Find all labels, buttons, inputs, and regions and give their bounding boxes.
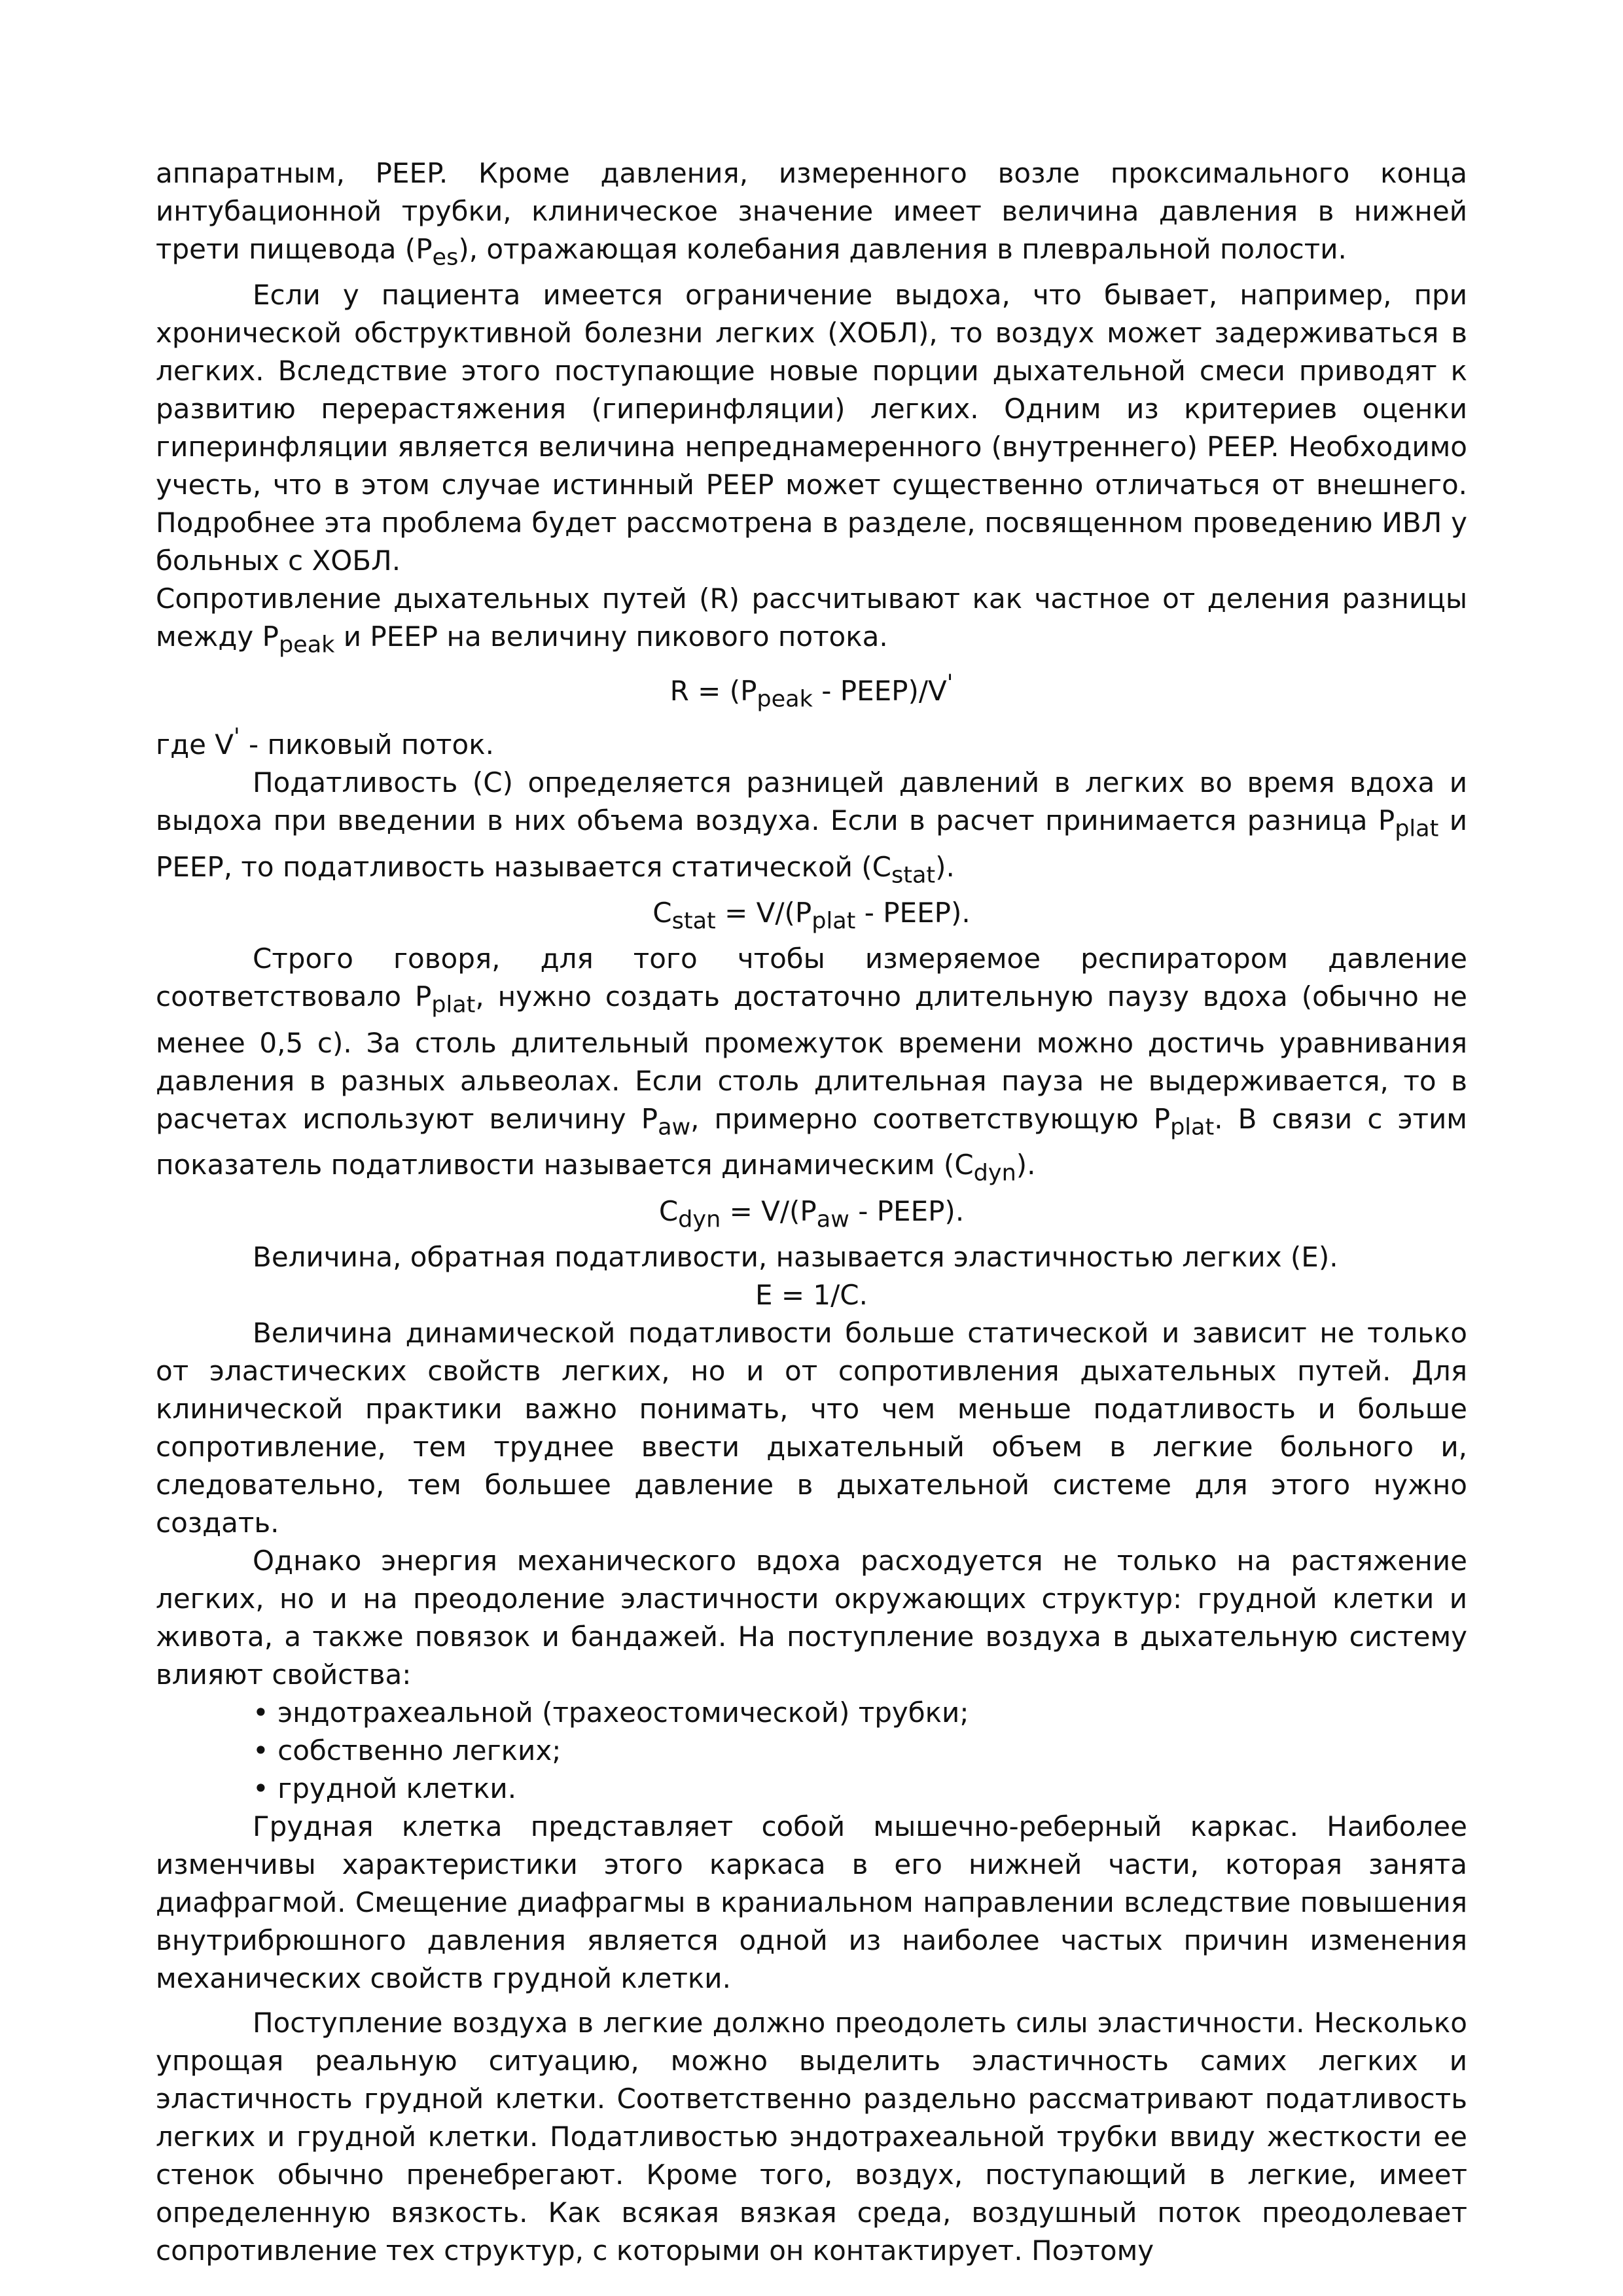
paragraph-peep-esophageal: аппаратным, PEEP. Кроме давления, измеренного возле проксимального конца интубационной трубки, клиническое значение имеет величина давления в нижней трети пищевода $(P_{es})$, отражающая колебания давления в плевральной полости. bbox=[156, 157, 1467, 271]
paragraph-clinical-practice: Величина динамической податливости больше статической и зависит не только от эластических свойств легких, но и от сопротивления дыхательных путей. Для клинической практики важно понимать, что чем меньше податливость и больше сопротивление, тем труднее ввести дыхательный объем в легкие больного и, следовательно, тем большее давление в дыхательной системе для этого нужно создать. bbox=[156, 1316, 1467, 1539]
list-item: • эндотрахеальной (трахеостомической) трубки; bbox=[253, 1696, 969, 1729]
formula-static-compliance: $C_{stat} = V/(P_{plat}$ - PEEP). bbox=[652, 896, 971, 935]
list-item: • грудной клетки. bbox=[253, 1772, 517, 1804]
paragraph-hyperinflation: Если у пациента имеется ограничение выдоха, что бывает, например, при хронической обструктивной болезни легких (ХОБЛ), то воздух может задерживаться в легких. Вследствие этого поступающие новые порции дыхательной смеси приводят к развитию перерастяжения (гиперинфляции) легких. Одним из критериев оценки гиперинфляции является величина непреднамеренного (внутреннего) PEEP. Необходимо учесть, что в этом случае истинный PEEP может существенно отличаться от внешнего. Подробнее эта проблема будет рассмотрена в разделе, посвященном проведению ИВЛ у больных с ХОБЛ. bbox=[156, 279, 1467, 577]
formula-elastance: E = 1/C. bbox=[755, 1278, 868, 1311]
paragraph-compliance: Податливость (C) определяется разницей давлений в легких во время вдоха и выдоха при введении в них объема воздуха. Если в расчет принимается разница $P_{plat}$ и PEEP, то податливость называется статической $(C_{stat})$. bbox=[156, 766, 1467, 888]
paragraph-dynamic-compliance: Строго говоря, для того чтобы измеряемое респиратором давление соответствовало $P_{plat}$, нужно создать достаточно длительную паузу вдоха (обычно не менее 0,5 с). За столь длительный промежуток времени можно достичь уравнивания давления в разных альвеолах. Если столь длительная пауза не выдерживается, то в расчетах используют величину $P_{aw}$, примерно соответствующую $P_{plat}$. В связи с этим показатель податливости называется динамическим $(C_{dyn})$. bbox=[156, 942, 1468, 1187]
formula-resistance: $R = (P_{peak}$ - PEEP)/V' bbox=[669, 670, 954, 713]
paragraph-resistance: Сопротивление дыхательных путей (R) рассчитывают как частное от деления разницы между $P_{peak}$ и PEEP на величину пикового потока. bbox=[156, 583, 1467, 658]
paragraph-elastance: Величина, обратная податливости, называется эластичностью легких (E). bbox=[253, 1240, 1338, 1273]
paragraph-peak-flow-definition: где V' - пиковый поток. bbox=[156, 724, 494, 761]
paragraph-chest-wall: Грудная клетка представляет собой мышечно-реберный каркас. Наиболее изменчивы характеристики этого каркаса в его нижней части, которая занята диафрагмой. Смещение диафрагмы в краниальном направлении вследствие повышения внутрибрюшного давления является одной из наиболее частых причин изменения механических свойств грудной клетки. bbox=[156, 1810, 1467, 1994]
paragraph-spacer bbox=[156, 1998, 1467, 2004]
document-page bbox=[156, 154, 1467, 2270]
formula-dynamic-compliance: $C_{dyn} = V/(P_{aw}$ - PEEP). bbox=[658, 1194, 965, 1232]
paragraph-inspiration-energy: Однако энергия механического вдоха расходуется не только на растяжение легких, но и на преодоление эластичности окружающих структур: грудной клетки и живота, а также повязок и бандажей. На поступление воздуха в дыхательную систему влияют свойства: bbox=[156, 1544, 1467, 1691]
paragraph-viscosity: Поступление воздуха в легкие должно преодолеть силы эластичности. Несколько упрощая реальную ситуацию, можно выделить эластичность самих легких и эластичность грудной клетки. Соответственно раздельно рассматривают податливость легких и грудной клетки. Податливостью эндотрахеальной трубки ввиду жесткости ее стенок обычно пренебрегают. Кроме того, воздух, поступающий в легкие, имеет определенную вязкость. Как всякая вязкая среда, воздушный поток преодолевает сопротивление тех структур, с которыми он контактирует. Поэтому bbox=[156, 2006, 1467, 2267]
list-item: • собственно легких; bbox=[253, 1734, 562, 1767]
